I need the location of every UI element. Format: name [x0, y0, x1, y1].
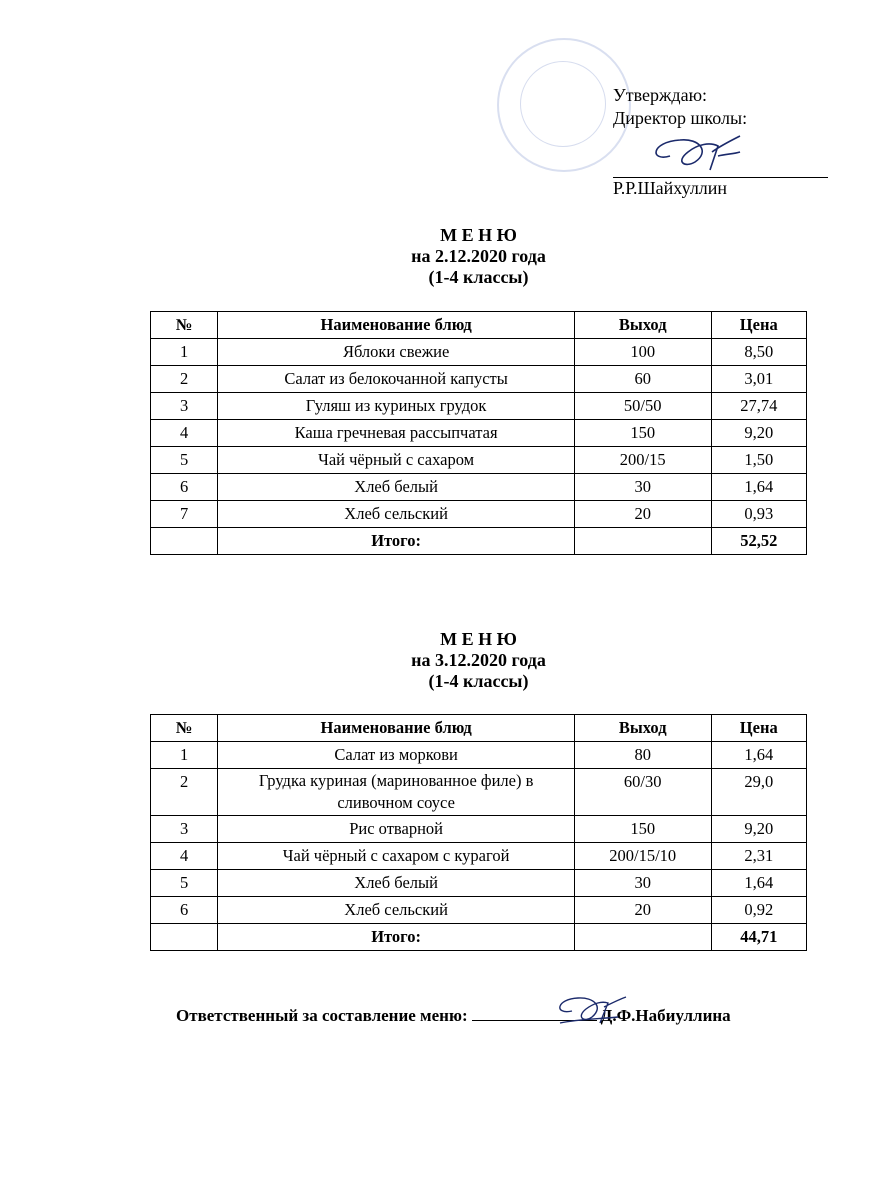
- row-output: 100: [574, 339, 711, 366]
- table-row: [151, 897, 807, 924]
- row-name: Салат из моркови: [218, 742, 575, 769]
- row-price: 27,74: [711, 393, 806, 420]
- row-price: 1,64: [711, 474, 806, 501]
- header-num: №: [151, 312, 218, 339]
- director-name: Р.Р.Шайхуллин: [613, 178, 728, 198]
- row-num: 2: [151, 366, 218, 393]
- row-name: Хлеб сельский: [218, 897, 575, 924]
- table-row: [151, 339, 807, 366]
- row-num: 3: [151, 816, 218, 843]
- row-num: 7: [151, 501, 218, 528]
- responsible-label: Ответственный за составление меню:: [176, 1006, 468, 1025]
- row-output: 60: [574, 366, 711, 393]
- row-output: 150: [574, 420, 711, 447]
- row-price: 3,01: [711, 366, 806, 393]
- row-name: Хлеб сельский: [218, 501, 575, 528]
- table-row: [151, 742, 807, 769]
- table-header-row: [151, 715, 807, 742]
- responsible-footer: [176, 1006, 731, 1026]
- director-position: Директор школы:: [613, 108, 748, 128]
- menu-1-table: [150, 311, 807, 555]
- row-name: Чай чёрный с сахаром с курагой: [218, 843, 575, 870]
- row-name: Чай чёрный с сахаром: [218, 447, 575, 474]
- row-output: 200/15/10: [574, 843, 711, 870]
- row-num: 1: [151, 742, 218, 769]
- table-row: [151, 447, 807, 474]
- table-row: [151, 870, 807, 897]
- row-num: 4: [151, 420, 218, 447]
- total-empty: [574, 528, 711, 555]
- header-name: Наименование блюд: [218, 312, 575, 339]
- row-price: 0,93: [711, 501, 806, 528]
- table-row: [151, 816, 807, 843]
- total-empty: [151, 528, 218, 555]
- menu-2-grades: (1-4 классы): [428, 671, 529, 691]
- approval-block: [613, 84, 747, 130]
- row-price: 1,64: [711, 742, 806, 769]
- row-price: 8,50: [711, 339, 806, 366]
- row-price: 1,64: [711, 870, 806, 897]
- responsible-signature: [548, 993, 628, 1029]
- header-name: Наименование блюд: [218, 715, 575, 742]
- row-price: 2,31: [711, 843, 806, 870]
- row-output: 50/50: [574, 393, 711, 420]
- table-total-row: [151, 528, 807, 555]
- row-output: 20: [574, 897, 711, 924]
- row-num: 6: [151, 897, 218, 924]
- row-num: 5: [151, 447, 218, 474]
- menu-1-date: на 2.12.2020 года: [411, 246, 546, 266]
- approve-label: Утверждаю:: [613, 85, 708, 105]
- menu-1-title: [150, 225, 807, 288]
- table-total-row: [151, 924, 807, 951]
- menu-2-heading: М Е Н Ю: [440, 629, 517, 649]
- row-output: 150: [574, 816, 711, 843]
- row-num: 6: [151, 474, 218, 501]
- row-name: Гуляш из куриных грудок: [218, 393, 575, 420]
- row-output: 200/15: [574, 447, 711, 474]
- table-row: [151, 420, 807, 447]
- table-row: [151, 501, 807, 528]
- row-name: Каша гречневая рассыпчатая: [218, 420, 575, 447]
- total-label: Итого:: [218, 924, 575, 951]
- row-name: Грудка куриная (маринованное филе) в сливочном соусе: [218, 769, 575, 816]
- menu-2-title: [150, 629, 807, 692]
- row-output: 20: [574, 501, 711, 528]
- row-output: 30: [574, 870, 711, 897]
- row-name: Хлеб белый: [218, 870, 575, 897]
- table-row: [151, 769, 807, 816]
- menu-1-grades: (1-4 классы): [428, 267, 529, 287]
- row-price: 29,0: [711, 769, 806, 816]
- row-num: 2: [151, 769, 218, 816]
- table-header-row: [151, 312, 807, 339]
- responsible-name: Д.Ф.Набиуллина: [600, 1006, 731, 1025]
- row-num: 4: [151, 843, 218, 870]
- header-num: №: [151, 715, 218, 742]
- row-price: 0,92: [711, 897, 806, 924]
- director-signature: [640, 132, 750, 180]
- table-row: [151, 843, 807, 870]
- total-empty: [574, 924, 711, 951]
- header-output: Выход: [574, 312, 711, 339]
- row-num: 1: [151, 339, 218, 366]
- total-value: 52,52: [711, 528, 806, 555]
- menu-1-heading: М Е Н Ю: [440, 225, 517, 245]
- row-name: Хлеб белый: [218, 474, 575, 501]
- row-name: Яблоки свежие: [218, 339, 575, 366]
- header-price: Цена: [711, 715, 806, 742]
- row-output: 60/30: [574, 769, 711, 816]
- row-num: 5: [151, 870, 218, 897]
- total-empty: [151, 924, 218, 951]
- director-name-block: [613, 177, 727, 200]
- row-name: Салат из белокочанной капусты: [218, 366, 575, 393]
- total-label: Итого:: [218, 528, 575, 555]
- menu-2-table: [150, 714, 807, 951]
- row-name: Рис отварной: [218, 816, 575, 843]
- menu-2-date: на 3.12.2020 года: [411, 650, 546, 670]
- row-num: 3: [151, 393, 218, 420]
- total-value: 44,71: [711, 924, 806, 951]
- table-row: [151, 393, 807, 420]
- row-price: 9,20: [711, 816, 806, 843]
- row-output: 30: [574, 474, 711, 501]
- row-output: 80: [574, 742, 711, 769]
- row-price: 1,50: [711, 447, 806, 474]
- table-row: [151, 474, 807, 501]
- school-stamp-inner: [520, 61, 606, 147]
- header-price: Цена: [711, 312, 806, 339]
- row-price: 9,20: [711, 420, 806, 447]
- table-row: [151, 366, 807, 393]
- header-output: Выход: [574, 715, 711, 742]
